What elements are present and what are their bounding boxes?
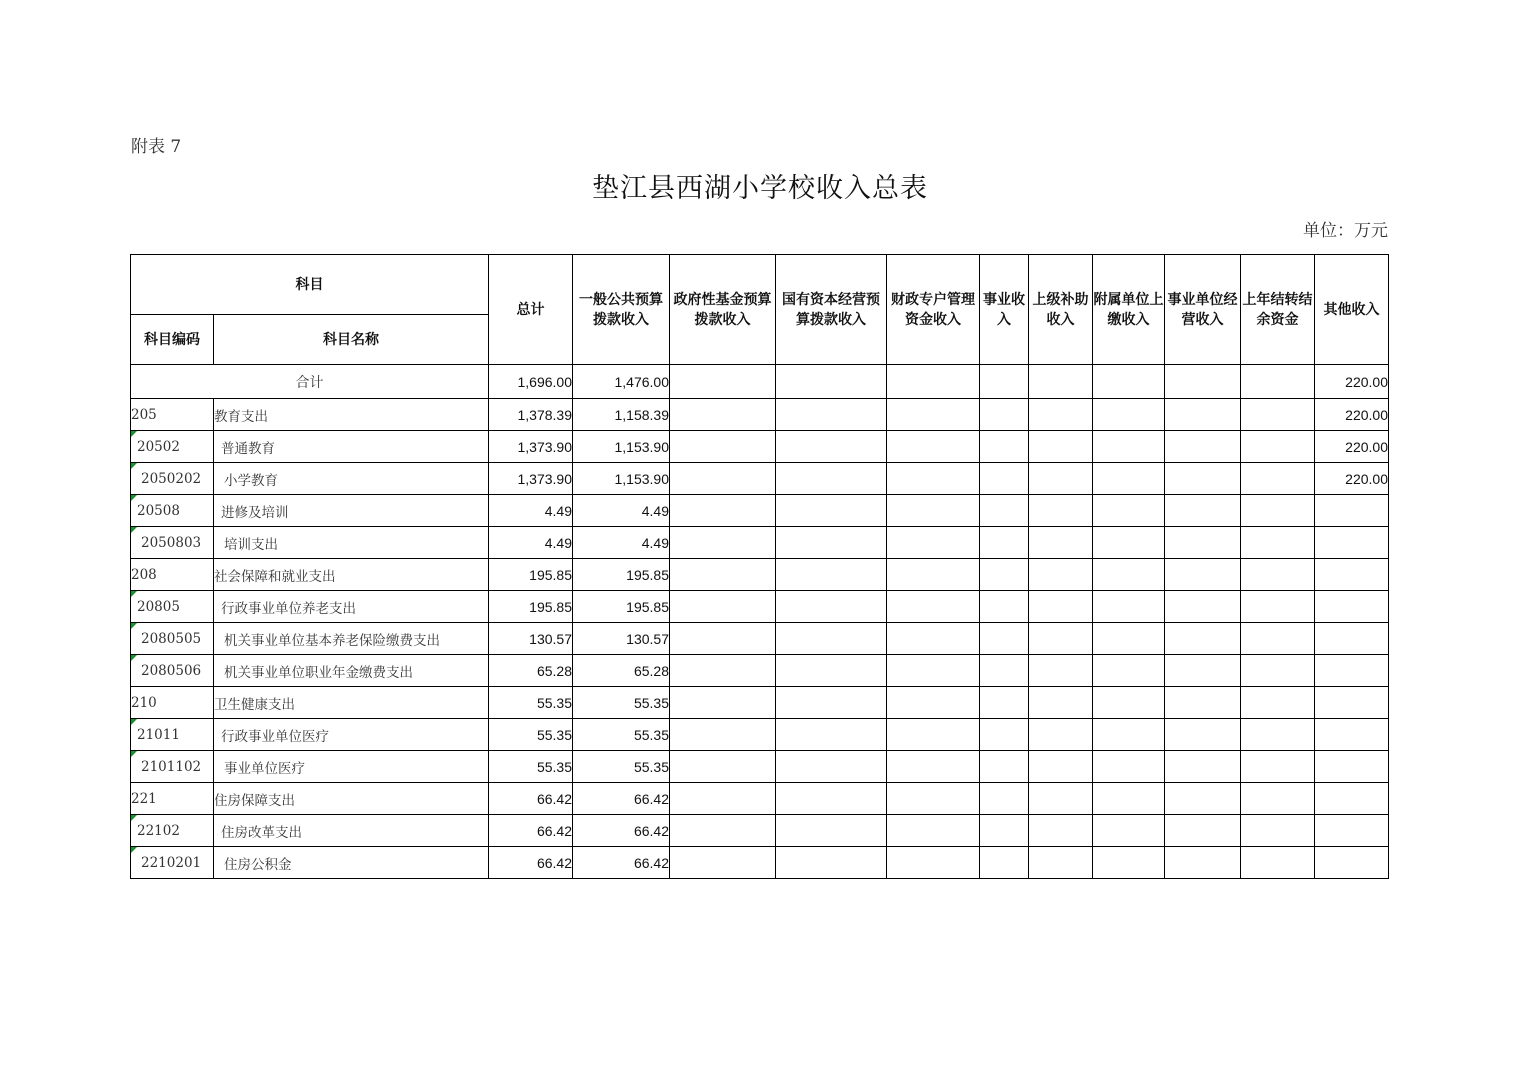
- general-budget-cell: 1,153.90: [573, 431, 670, 463]
- total-other: 220.00: [1315, 365, 1389, 399]
- carryover-cell: [1241, 527, 1315, 559]
- table-row: [131, 847, 1389, 879]
- business-cell: [980, 527, 1029, 559]
- table-row: [131, 559, 1389, 591]
- gov-fund-cell: [670, 751, 776, 783]
- table-row: [131, 399, 1389, 431]
- general-budget-cell: 55.35: [573, 751, 670, 783]
- superior-subsidy-cell: [1029, 463, 1093, 495]
- comment-marker-icon: [131, 431, 137, 437]
- total-label: 合计: [131, 365, 489, 399]
- subject-name: 事业单位医疗: [214, 751, 489, 783]
- affiliated-cell: [1093, 623, 1165, 655]
- subject-code: 2080505: [141, 630, 202, 647]
- affiliated-cell: [1093, 463, 1165, 495]
- total-cell: 4.49: [489, 495, 573, 527]
- fiscal-special-cell: [887, 495, 980, 527]
- subject-code-cell: [131, 559, 214, 591]
- subject-code: 210: [131, 694, 157, 711]
- total-cell: 1,373.90: [489, 431, 573, 463]
- gov-fund-cell: [670, 623, 776, 655]
- superior-subsidy-cell: [1029, 719, 1093, 751]
- business-unit-operation-cell: [1165, 463, 1241, 495]
- comment-marker-icon: [131, 815, 137, 821]
- comment-marker-icon: [131, 655, 137, 661]
- state-capital-cell: [776, 399, 887, 431]
- gov-fund-cell: [670, 463, 776, 495]
- subject-code-cell: [131, 751, 214, 783]
- subject-code-cell: [131, 495, 214, 527]
- total-carryover: [1241, 365, 1315, 399]
- other-cell: [1315, 495, 1389, 527]
- other-cell: [1315, 655, 1389, 687]
- header-subject: 科目: [131, 255, 489, 315]
- header-other: 其他收入: [1315, 255, 1389, 365]
- unit-label: 单位：万元: [1303, 221, 1388, 241]
- total-affiliated: [1093, 365, 1165, 399]
- subject-code: 2050803: [141, 534, 202, 551]
- fiscal-special-cell: [887, 815, 980, 847]
- subject-name: 小学教育: [214, 463, 489, 495]
- total-cell: 195.85: [489, 559, 573, 591]
- superior-subsidy-cell: [1029, 655, 1093, 687]
- subject-name: 卫生健康支出: [214, 687, 489, 719]
- superior-subsidy-cell: [1029, 431, 1093, 463]
- comment-marker-icon: [131, 527, 137, 533]
- table-row: [131, 431, 1389, 463]
- state-capital-cell: [776, 591, 887, 623]
- gov-fund-cell: [670, 783, 776, 815]
- affiliated-cell: [1093, 687, 1165, 719]
- subject-name: 普通教育: [214, 431, 489, 463]
- other-cell: [1315, 719, 1389, 751]
- table-row: [131, 719, 1389, 751]
- other-cell: [1315, 623, 1389, 655]
- subject-code-cell: [131, 591, 214, 623]
- business-unit-operation-cell: [1165, 783, 1241, 815]
- affiliated-cell: [1093, 783, 1165, 815]
- other-cell: 220.00: [1315, 463, 1389, 495]
- state-capital-cell: [776, 687, 887, 719]
- total-cell: 66.42: [489, 815, 573, 847]
- business-unit-operation-cell: [1165, 559, 1241, 591]
- subject-name: 行政事业单位医疗: [214, 719, 489, 751]
- subject-code: 21011: [137, 726, 180, 743]
- header-code: 科目编码: [131, 315, 214, 365]
- fiscal-special-cell: [887, 463, 980, 495]
- subject-code: 20805: [137, 598, 180, 615]
- total-business: [980, 365, 1029, 399]
- total-state-capital: [776, 365, 887, 399]
- subject-name: 住房改革支出: [214, 815, 489, 847]
- total-total: 1,696.00: [489, 365, 573, 399]
- business-unit-operation-cell: [1165, 495, 1241, 527]
- state-capital-cell: [776, 495, 887, 527]
- state-capital-cell: [776, 559, 887, 591]
- business-unit-operation-cell: [1165, 847, 1241, 879]
- superior-subsidy-cell: [1029, 495, 1093, 527]
- table-row: [131, 495, 1389, 527]
- business-unit-operation-cell: [1165, 623, 1241, 655]
- table-body: [131, 365, 1389, 879]
- comment-marker-icon: [131, 463, 137, 469]
- business-cell: [980, 687, 1029, 719]
- business-unit-operation-cell: [1165, 591, 1241, 623]
- total-cell: 1,378.39: [489, 399, 573, 431]
- affiliated-cell: [1093, 559, 1165, 591]
- business-unit-operation-cell: [1165, 431, 1241, 463]
- attachment-label: 附表 7: [131, 137, 182, 157]
- affiliated-cell: [1093, 399, 1165, 431]
- header-carryover: 上年结转结余资金: [1241, 255, 1315, 365]
- business-cell: [980, 495, 1029, 527]
- carryover-cell: [1241, 559, 1315, 591]
- general-budget-cell: 65.28: [573, 655, 670, 687]
- affiliated-cell: [1093, 815, 1165, 847]
- subject-code: 20502: [137, 438, 180, 455]
- gov-fund-cell: [670, 687, 776, 719]
- header-total: 总计: [489, 255, 573, 365]
- subject-name: 住房公积金: [214, 847, 489, 879]
- gov-fund-cell: [670, 591, 776, 623]
- subject-code: 208: [131, 566, 157, 583]
- superior-subsidy-cell: [1029, 687, 1093, 719]
- general-budget-cell: 66.42: [573, 847, 670, 879]
- gov-fund-cell: [670, 559, 776, 591]
- business-cell: [980, 847, 1029, 879]
- carryover-cell: [1241, 655, 1315, 687]
- gov-fund-cell: [670, 815, 776, 847]
- subject-code-cell: [131, 527, 214, 559]
- fiscal-special-cell: [887, 559, 980, 591]
- business-cell: [980, 719, 1029, 751]
- gov-fund-cell: [670, 399, 776, 431]
- table-row: [131, 655, 1389, 687]
- total-business-unit-operation: [1165, 365, 1241, 399]
- total-cell: 66.42: [489, 783, 573, 815]
- subject-name: 机关事业单位职业年金缴费支出: [214, 655, 489, 687]
- superior-subsidy-cell: [1029, 623, 1093, 655]
- business-unit-operation-cell: [1165, 399, 1241, 431]
- subject-name: 行政事业单位养老支出: [214, 591, 489, 623]
- carryover-cell: [1241, 815, 1315, 847]
- business-cell: [980, 815, 1029, 847]
- fiscal-special-cell: [887, 751, 980, 783]
- other-cell: [1315, 751, 1389, 783]
- state-capital-cell: [776, 751, 887, 783]
- subject-name: 社会保障和就业支出: [214, 559, 489, 591]
- comment-marker-icon: [131, 751, 137, 757]
- table-row: [131, 463, 1389, 495]
- fiscal-special-cell: [887, 719, 980, 751]
- carryover-cell: [1241, 847, 1315, 879]
- other-cell: 220.00: [1315, 399, 1389, 431]
- state-capital-cell: [776, 527, 887, 559]
- comment-marker-icon: [131, 591, 137, 597]
- gov-fund-cell: [670, 719, 776, 751]
- carryover-cell: [1241, 463, 1315, 495]
- business-unit-operation-cell: [1165, 751, 1241, 783]
- business-cell: [980, 463, 1029, 495]
- other-cell: 220.00: [1315, 431, 1389, 463]
- superior-subsidy-cell: [1029, 783, 1093, 815]
- general-budget-cell: 55.35: [573, 687, 670, 719]
- header-business: 事业收入: [980, 255, 1029, 365]
- fiscal-special-cell: [887, 655, 980, 687]
- header-affiliated: 附属单位上缴收入: [1093, 255, 1165, 365]
- other-cell: [1315, 591, 1389, 623]
- other-cell: [1315, 815, 1389, 847]
- fiscal-special-cell: [887, 623, 980, 655]
- total-cell: 55.35: [489, 751, 573, 783]
- subject-code-cell: [131, 815, 214, 847]
- total-cell: 4.49: [489, 527, 573, 559]
- superior-subsidy-cell: [1029, 399, 1093, 431]
- affiliated-cell: [1093, 431, 1165, 463]
- carryover-cell: [1241, 751, 1315, 783]
- affiliated-cell: [1093, 591, 1165, 623]
- state-capital-cell: [776, 815, 887, 847]
- general-budget-cell: 66.42: [573, 815, 670, 847]
- superior-subsidy-cell: [1029, 527, 1093, 559]
- total-general-budget: 1,476.00: [573, 365, 670, 399]
- total-cell: 130.57: [489, 623, 573, 655]
- state-capital-cell: [776, 431, 887, 463]
- total-cell: 195.85: [489, 591, 573, 623]
- state-capital-cell: [776, 623, 887, 655]
- affiliated-cell: [1093, 495, 1165, 527]
- total-cell: 55.35: [489, 687, 573, 719]
- affiliated-cell: [1093, 527, 1165, 559]
- subject-code: 2101102: [141, 758, 202, 775]
- general-budget-cell: 130.57: [573, 623, 670, 655]
- total-gov-fund: [670, 365, 776, 399]
- affiliated-cell: [1093, 655, 1165, 687]
- business-cell: [980, 559, 1029, 591]
- income-summary-table: [130, 254, 1389, 879]
- fiscal-special-cell: [887, 783, 980, 815]
- comment-marker-icon: [131, 623, 137, 629]
- superior-subsidy-cell: [1029, 751, 1093, 783]
- header-gov-fund: 政府性基金预算拨款收入: [670, 255, 776, 365]
- table-row: [131, 623, 1389, 655]
- other-cell: [1315, 847, 1389, 879]
- table-row: [131, 591, 1389, 623]
- superior-subsidy-cell: [1029, 559, 1093, 591]
- carryover-cell: [1241, 687, 1315, 719]
- general-budget-cell: 195.85: [573, 591, 670, 623]
- header-name: 科目名称: [214, 315, 489, 365]
- carryover-cell: [1241, 495, 1315, 527]
- subject-name: 住房保障支出: [214, 783, 489, 815]
- table-row: [131, 815, 1389, 847]
- fiscal-special-cell: [887, 687, 980, 719]
- table-row: [131, 783, 1389, 815]
- state-capital-cell: [776, 655, 887, 687]
- subject-code-cell: [131, 719, 214, 751]
- general-budget-cell: 1,153.90: [573, 463, 670, 495]
- subject-code: 20508: [137, 502, 180, 519]
- general-budget-cell: 4.49: [573, 527, 670, 559]
- business-cell: [980, 431, 1029, 463]
- gov-fund-cell: [670, 655, 776, 687]
- gov-fund-cell: [670, 847, 776, 879]
- business-unit-operation-cell: [1165, 527, 1241, 559]
- subject-name: 进修及培训: [214, 495, 489, 527]
- fiscal-special-cell: [887, 527, 980, 559]
- state-capital-cell: [776, 783, 887, 815]
- business-unit-operation-cell: [1165, 815, 1241, 847]
- subject-name: 培训支出: [214, 527, 489, 559]
- subject-code: 22102: [137, 822, 180, 839]
- subject-code: 221: [131, 790, 157, 807]
- header-business-unit-operation: 事业单位经营收入: [1165, 255, 1241, 365]
- subject-code: 2210201: [141, 854, 202, 871]
- subject-code-cell: [131, 431, 214, 463]
- subject-code-cell: [131, 463, 214, 495]
- affiliated-cell: [1093, 719, 1165, 751]
- gov-fund-cell: [670, 527, 776, 559]
- carryover-cell: [1241, 591, 1315, 623]
- other-cell: [1315, 783, 1389, 815]
- subject-code: 205: [131, 406, 157, 423]
- table-row: [131, 687, 1389, 719]
- superior-subsidy-cell: [1029, 815, 1093, 847]
- business-cell: [980, 655, 1029, 687]
- business-unit-operation-cell: [1165, 719, 1241, 751]
- general-budget-cell: 195.85: [573, 559, 670, 591]
- superior-subsidy-cell: [1029, 847, 1093, 879]
- business-cell: [980, 591, 1029, 623]
- carryover-cell: [1241, 431, 1315, 463]
- comment-marker-icon: [131, 719, 137, 725]
- other-cell: [1315, 527, 1389, 559]
- general-budget-cell: 4.49: [573, 495, 670, 527]
- total-row: [131, 365, 1389, 399]
- total-fiscal-special: [887, 365, 980, 399]
- total-cell: 1,373.90: [489, 463, 573, 495]
- table-row: [131, 527, 1389, 559]
- business-cell: [980, 751, 1029, 783]
- affiliated-cell: [1093, 847, 1165, 879]
- header-superior-subsidy: 上级补助收入: [1029, 255, 1093, 365]
- subject-code-cell: [131, 687, 214, 719]
- gov-fund-cell: [670, 431, 776, 463]
- subject-code-cell: [131, 399, 214, 431]
- total-cell: 66.42: [489, 847, 573, 879]
- comment-marker-icon: [131, 495, 137, 501]
- header-general-budget: 一般公共预算拨款收入: [573, 255, 670, 365]
- state-capital-cell: [776, 847, 887, 879]
- subject-code-cell: [131, 783, 214, 815]
- general-budget-cell: 55.35: [573, 719, 670, 751]
- general-budget-cell: 66.42: [573, 783, 670, 815]
- general-budget-cell: 1,158.39: [573, 399, 670, 431]
- business-unit-operation-cell: [1165, 687, 1241, 719]
- other-cell: [1315, 687, 1389, 719]
- fiscal-special-cell: [887, 431, 980, 463]
- table-header: [131, 255, 1389, 365]
- carryover-cell: [1241, 719, 1315, 751]
- table-row: [131, 751, 1389, 783]
- affiliated-cell: [1093, 751, 1165, 783]
- subject-code: 2080506: [141, 662, 202, 679]
- total-cell: 55.35: [489, 719, 573, 751]
- fiscal-special-cell: [887, 399, 980, 431]
- carryover-cell: [1241, 783, 1315, 815]
- header-state-capital: 国有资本经营预算拨款收入: [776, 255, 887, 365]
- subject-code-cell: [131, 623, 214, 655]
- fiscal-special-cell: [887, 847, 980, 879]
- business-cell: [980, 399, 1029, 431]
- comment-marker-icon: [131, 847, 137, 853]
- state-capital-cell: [776, 719, 887, 751]
- carryover-cell: [1241, 623, 1315, 655]
- carryover-cell: [1241, 399, 1315, 431]
- business-unit-operation-cell: [1165, 655, 1241, 687]
- state-capital-cell: [776, 463, 887, 495]
- business-cell: [980, 783, 1029, 815]
- subject-code-cell: [131, 847, 214, 879]
- gov-fund-cell: [670, 495, 776, 527]
- superior-subsidy-cell: [1029, 591, 1093, 623]
- other-cell: [1315, 559, 1389, 591]
- subject-code-cell: [131, 655, 214, 687]
- header-fiscal-special: 财政专户管理资金收入: [887, 255, 980, 365]
- total-cell: 65.28: [489, 655, 573, 687]
- subject-name: 教育支出: [214, 399, 489, 431]
- subject-name: 机关事业单位基本养老保险缴费支出: [214, 623, 489, 655]
- fiscal-special-cell: [887, 591, 980, 623]
- business-cell: [980, 623, 1029, 655]
- subject-code: 2050202: [141, 470, 202, 487]
- page-title: 垫江县西湖小学校收入总表: [592, 173, 928, 204]
- total-superior-subsidy: [1029, 365, 1093, 399]
